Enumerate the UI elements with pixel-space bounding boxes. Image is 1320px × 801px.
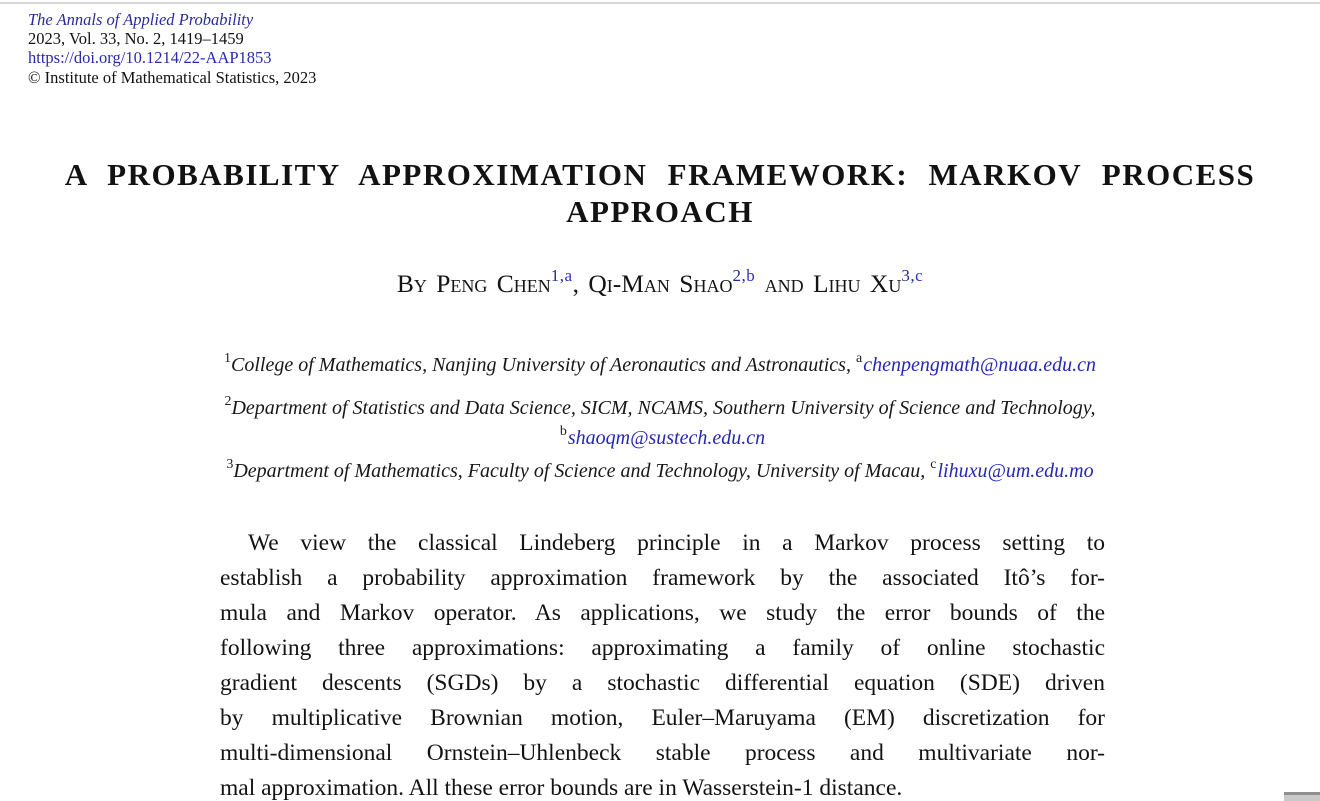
affiliation-1-text: College of Mathematics, Nanjing University of Aeronautics and Astronautics, <box>231 354 851 376</box>
page-top-divider <box>0 2 1320 4</box>
authors-line <box>0 265 1320 299</box>
volume-issue-pages: 2023, Vol. 33, No. 2, 1419–1459 <box>28 29 244 49</box>
abstract-line: mal approximation. All these error bounds are in Wasserstein-1 distance. <box>220 775 903 801</box>
copyright-line: © Institute of Mathematical Statistics, 2023 <box>28 67 317 87</box>
paper-title-line-1: A PROBABILITY APPROXIMATION FRAMEWORK: MARKOV PROCESS <box>64 157 1256 192</box>
affiliation-2-text: Department of Statistics and Data Science, SICM, NCAMS, Southern University of Science and Technology, <box>231 397 1096 419</box>
abstract-line: mula and Markov operator. As applications, we study the error bounds of the <box>220 600 1105 626</box>
author-name-peng-chen: By Peng Chen <box>396 269 551 298</box>
paper-title-line-2: APPROACH <box>566 194 754 229</box>
affiliation-3 <box>0 456 1320 486</box>
horizontal-scrollbar-fragment-light[interactable] <box>1284 795 1320 801</box>
doi-link[interactable]: https://doi.org/10.1214/22-AAP1853 <box>28 48 272 68</box>
abstract-text <box>220 526 1105 801</box>
affiliation-1 <box>0 350 1320 380</box>
abstract-line: following three approximations: approximating a family of online stochastic <box>220 635 1105 661</box>
author-name-lihu-xu: and Lihu Xu <box>755 269 902 298</box>
affiliation-3-text: Department of Mathematics, Faculty of Science and Technology, University of Macau, <box>233 460 926 482</box>
abstract-line: gradient descents (SGDs) by a stochastic differential equation (SDE) driven <box>220 670 1105 696</box>
author-affiliation-sup-2: 2,b <box>732 265 756 285</box>
author-name-qi-man-shao: , Qi-Man Shao <box>572 269 733 298</box>
email-link-shaoqm[interactable]: shaoqm@sustech.edu.cn <box>567 427 766 449</box>
abstract-line: multi-dimensional Ornstein–Uhlenbeck stable process and multivariate nor- <box>220 740 1105 766</box>
abstract-line: establish a probability approximation framework by the associated Itô’s for- <box>220 565 1105 591</box>
affiliation-3-number: 3 <box>226 457 234 473</box>
abstract-line: by multiplicative Brownian motion, Euler–Maruyama (EM) discretization for <box>220 705 1105 731</box>
author-affiliation-sup-3: 3,c <box>901 265 924 285</box>
affiliation-3-email-sup: c <box>930 457 937 473</box>
affiliation-2-number: 2 <box>224 394 232 410</box>
affiliation-1-number: 1 <box>224 351 232 367</box>
affiliation-1-email-sup: a <box>855 351 863 367</box>
affiliation-2 <box>0 393 1320 453</box>
journal-masthead <box>28 10 316 87</box>
email-link-chenpengmath[interactable]: chenpengmath@nuaa.edu.cn <box>863 354 1096 376</box>
abstract-line: We view the classical Lindeberg principle in a Markov process setting to <box>248 530 1105 556</box>
affiliation-2-email-sup: b <box>559 424 567 440</box>
email-link-lihuxu[interactable]: lihuxu@um.edu.mo <box>937 460 1094 482</box>
author-affiliation-sup-1: 1,a <box>550 265 573 285</box>
paper-title <box>0 156 1320 230</box>
journal-name-link[interactable]: The Annals of Applied Probability <box>28 10 254 29</box>
